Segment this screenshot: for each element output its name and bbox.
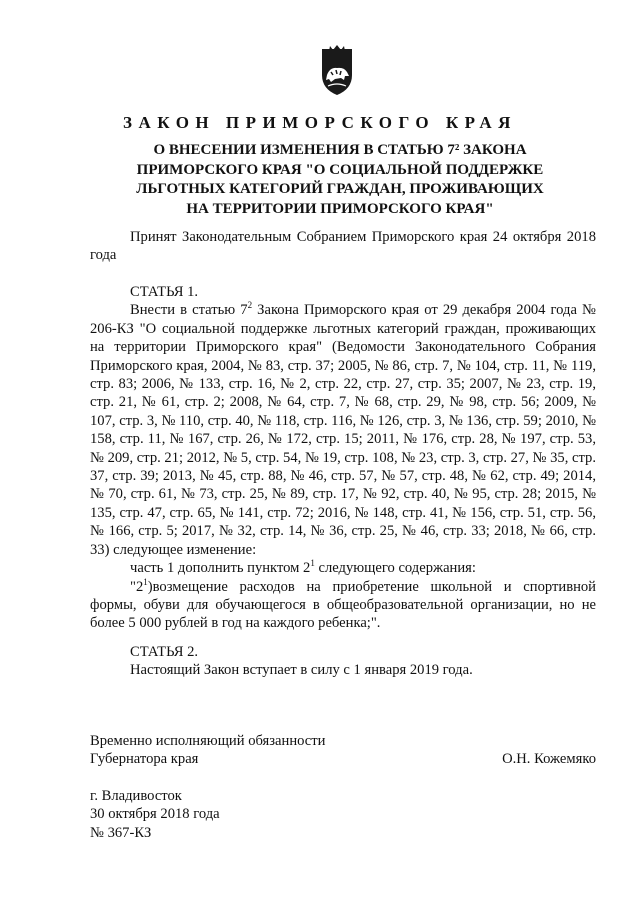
amendment-intro-a: часть 1 дополнить пунктом 2	[130, 560, 311, 577]
article-1-text-b: Закона Приморского края от 29 декабря 2004 года № 206-КЗ "О социальной поддержке льготных категорий граждан, проживающих на территории Приморского края" (Ведомости Законодательного Собрания Приморского края, 2004, № 83, стр. 37; 2005, № 86, стр. 7, № 104, стр. 11, № 119, стр. 83; 2006, № 133, стр. 16, № 2, стр. 22, стр. 27, стр. 35; 2007, № 23, стр. 19, стр. 21, № 61, стр. 2; 2008, № 64, стр. 7, № 68, стр. 29, № 98, стр. 56; 2009, № 107, стр. 3, № 110, стр. 40, № 118, стр. 116, № 126, стр. 3, № 136, стр. 59; 2010, № 158, стр. 11, № 167, стр. 26, № 172, стр. 15; 2011, № 176, стр. 28, № 197, стр. 53, № 209, стр. 21; 2012, № 5, стр. 54, № 19, стр. 108, № 23, стр. 3, стр. 27, № 35, стр. 37, стр. 39; 2013, № 45, стр. 88, № 46, стр. 57, № 57, стр. 48, № 62, стр. 49; 2014, № 70, стр. 61, № 73, стр. 25, № 89, стр. 17, № 92, стр. 40, № 95, стр. 28; 2015, № 135, стр. 47, стр. 65, № 141, стр. 72; 2016, № 148, стр. 41, № 156, стр. 51, стр. 56, № 166, стр. 5; 2017, № 32, стр. 14, № 36, стр. 25, № 46, стр. 33; 2018, № 66, стр. 33) следующее изменение:	[90, 302, 596, 558]
amendment-text	[90, 578, 596, 633]
article-2-text: Настоящий Закон вступает в силу с 1 января 2019 года.	[130, 662, 473, 679]
adoption-text: Принят Законодательным Собранием Приморского края 24 октября 2018 года	[90, 229, 596, 264]
article-1-heading: СТАТЬЯ 1.	[130, 284, 199, 300]
amendment-text-b: )возмещение расходов на приобретение школьной и спортивной формы, обуви для обучающегося в общеобразовательной организации, но не более 5 000 рублей в год на каждого ребенка;".	[90, 578, 596, 632]
adoption-block	[90, 228, 596, 265]
place-and-date	[90, 787, 220, 842]
signing-date: 30 октября 2018 года	[90, 806, 220, 823]
law-number: № 367-КЗ	[90, 824, 152, 841]
article-1	[90, 283, 596, 633]
amendment-text-a: "2	[130, 578, 144, 595]
signature-position	[90, 732, 325, 769]
amendment-intro-b: следующего содержания:	[314, 560, 476, 577]
article-2-heading: СТАТЬЯ 2.	[130, 644, 199, 660]
superscript: 2	[247, 300, 253, 311]
law-title: ЗАКОН ПРИМОРСКОГО КРАЯ	[123, 113, 517, 132]
article-1-text-a: Внести в статью 7	[130, 302, 248, 319]
article-1-paragraph	[90, 301, 596, 559]
subtitle-line: НА ТЕРРИТОРИИ ПРИМОРСКОГО КРАЯ"	[186, 200, 494, 217]
subtitle-line: О ВНЕСЕНИИ ИЗМЕНЕНИЯ В СТАТЬЮ 7² ЗАКОНА	[153, 142, 527, 158]
article-2	[90, 643, 596, 680]
superscript: 1	[310, 558, 315, 569]
law-subtitle	[120, 141, 560, 219]
primorsky-krai-coat-of-arms-icon	[316, 45, 358, 97]
city: г. Владивосток	[90, 788, 182, 804]
signatory-name: О.Н. Кожемяко	[502, 751, 596, 767]
subtitle-line: ЛЬГОТНЫХ КАТЕГОРИЙ ГРАЖДАН, ПРОЖИВАЮЩИХ	[136, 181, 544, 197]
position-line: Губернатора края	[90, 751, 199, 768]
amendment-intro	[90, 559, 596, 577]
superscript: 1	[143, 576, 148, 587]
subtitle-line: ПРИМОРСКОГО КРАЯ "О СОЦИАЛЬНОЙ ПОДДЕРЖКЕ	[136, 161, 544, 178]
position-line: Временно исполняющий обязанности	[90, 733, 326, 749]
